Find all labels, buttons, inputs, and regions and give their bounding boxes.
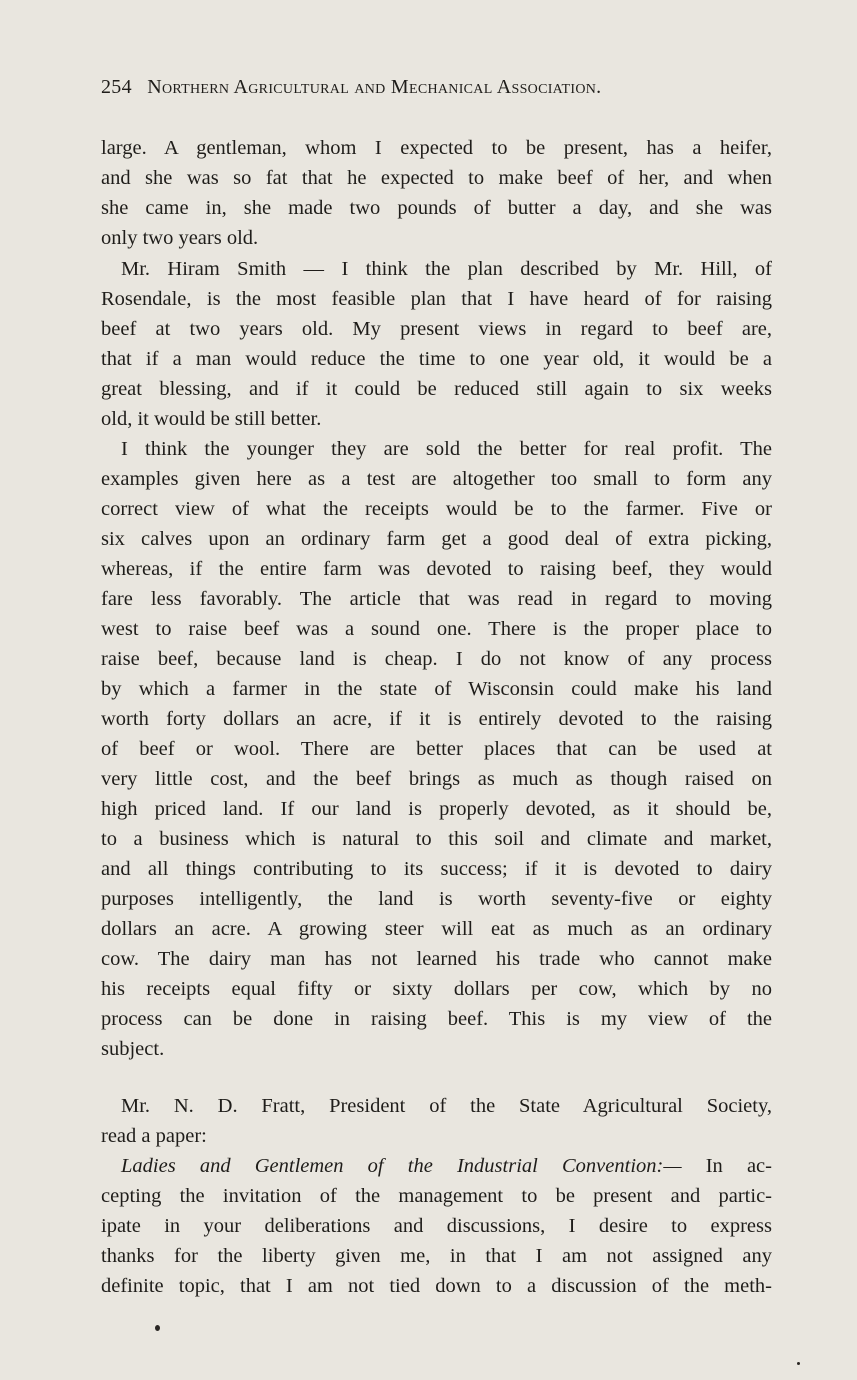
text-line: process can be done in raising beef. This is my view of the [101, 1008, 772, 1030]
text-line: high priced land. If our land is properly devoted, as it should be, [101, 798, 772, 820]
text-line: whereas, if the entire farm was devoted to raising beef, they would [101, 558, 772, 580]
text-line: and she was so fat that he expected to make beef of her, and when [101, 167, 772, 189]
text-line: I think the younger they are sold the better for real profit. The [121, 438, 772, 460]
text-line: definite topic, that I am not tied down to a discussion of the meth- [101, 1275, 772, 1297]
ink-speck [155, 1325, 160, 1331]
text-line: six calves upon an ordinary farm get a good deal of extra picking, [101, 528, 772, 550]
paragraph-younger-profit [101, 434, 772, 1064]
paragraph-heifer [101, 133, 772, 253]
text-line: his receipts equal fifty or sixty dollars per cow, which by no [101, 978, 772, 1000]
text-line: large. A gentleman, whom I expected to be present, has a heifer, [101, 137, 772, 159]
paragraph-hiram-smith [101, 254, 772, 434]
text-line: west to raise beef was a sound one. There is the proper place to [101, 618, 772, 640]
text-line: and all things contributing to its success; if it is devoted to dairy [101, 858, 772, 880]
text-line: raise beef, because land is cheap. I do not know of any process [101, 648, 772, 670]
text-line: by which a farmer in the state of Wisconsin could make his land [101, 678, 772, 700]
text-line: subject. [101, 1038, 165, 1060]
text-line: to a business which is natural to this soil and climate and market, [101, 828, 772, 850]
text-line: examples given here as a test are altogether too small to form any [101, 468, 772, 490]
text-line: fare less favorably. The article that was read in regard to moving [101, 588, 772, 610]
paragraph-fratt-address [101, 1151, 772, 1301]
text-line: purposes intelligently, the land is worth seventy-five or eighty [101, 888, 772, 910]
address-first-line [101, 1151, 772, 1181]
text-line: beef at two years old. My present views in regard to beef are, [101, 318, 772, 340]
text-line: great blessing, and if it could be reduced still again to six weeks [101, 378, 772, 400]
page-number: 254 [101, 76, 132, 98]
text-line: dollars an acre. A growing steer will eat as much as an ordinary [101, 918, 772, 940]
text-line: cow. The dairy man has not learned his trade who cannot make [101, 948, 772, 970]
text-line: ipate in your deliberations and discussions, I desire to express [101, 1215, 772, 1237]
text-line: Mr. Hiram Smith — I think the plan described by Mr. Hill, of [121, 258, 772, 280]
text-line: she came in, she made two pounds of butter a day, and she was [101, 197, 772, 219]
text-line: worth forty dollars an acre, if it is entirely devoted to the raising [101, 708, 772, 730]
running-title: Northern Agricultural and Mechanical Association. [147, 76, 602, 98]
running-header [101, 76, 761, 99]
text-line: old, it would be still better. [101, 408, 322, 430]
text-line: very little cost, and the beef brings as much as though raised on [101, 768, 772, 790]
paragraph-fratt-intro [101, 1091, 772, 1151]
text-line: that if a man would reduce the time to one year old, it would be a [101, 348, 772, 370]
text-line: of beef or wool. There are better places that can be used at [101, 738, 772, 760]
text-line: Rosendale, is the most feasible plan that I have heard of for raising [101, 288, 772, 310]
text-line: read a paper: [101, 1125, 207, 1147]
text-line: thanks for the liberty given me, in that I am not assigned any [101, 1245, 772, 1267]
ink-speck [797, 1362, 800, 1365]
address-continuation: In ac- [681, 1155, 772, 1177]
text-line: only two years old. [101, 227, 259, 249]
text-line: cepting the invitation of the management to be present and partic- [101, 1185, 772, 1207]
text-line: correct view of what the receipts would be to the farmer. Five or [101, 498, 772, 520]
salutation: Ladies and Gentlemen of the Industrial Convention:— [121, 1155, 682, 1177]
text-line: Mr. N. D. Fratt, President of the State Agricultural Society, [121, 1095, 772, 1117]
